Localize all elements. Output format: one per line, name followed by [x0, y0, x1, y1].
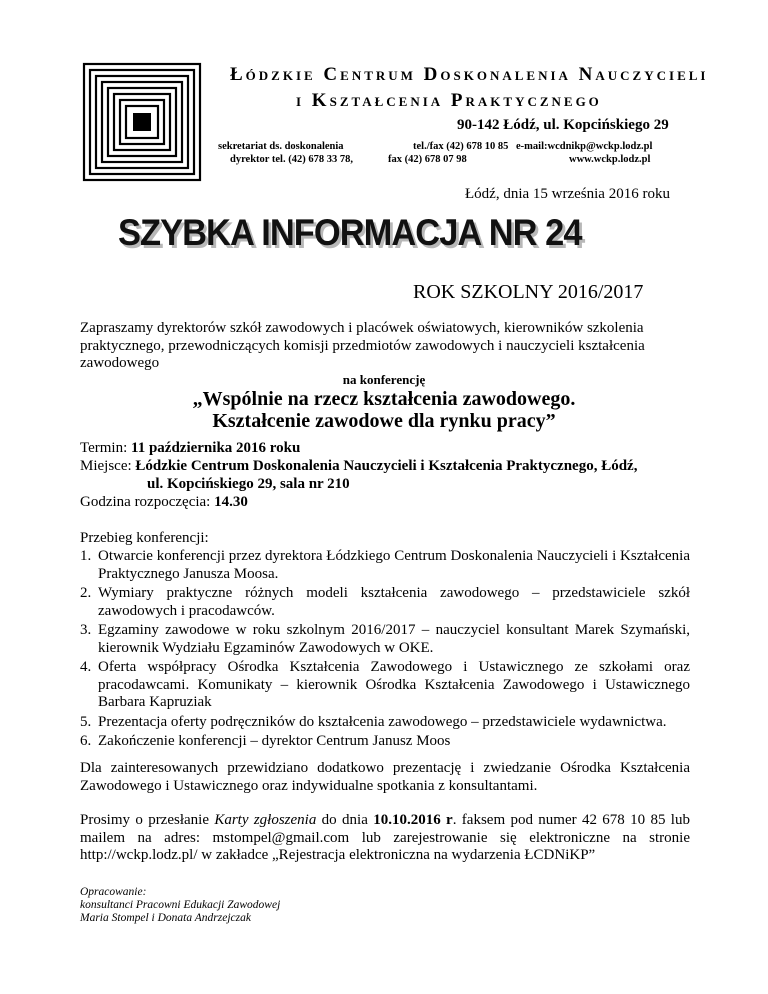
agenda-item-text: Oferta współpracy Ośrodka Kształcenia Zawodowego i Ustawicznego ze szkołami oraz pracodawcami. Komunikaty – kierownik Ośrodka Kształcenia Zawodowego i Ustawicznego Barbara Kapruziak [98, 659, 690, 710]
agenda-item [80, 659, 690, 712]
request-part1: Prosimy o przesłanie [80, 812, 215, 828]
conference-title-line1: „Wspólnie na rzecz kształcenia zawodowego. [192, 388, 576, 410]
term-label: Termin: [80, 440, 128, 456]
hour-value: 14.30 [214, 494, 248, 510]
request-paragraph [80, 812, 690, 865]
conference-title-line2: Kształcenie zawodowe dla rynku pracy” [212, 410, 556, 432]
place-row [80, 458, 690, 476]
agenda-heading: Przebieg konferencji: [80, 530, 209, 546]
conference-title [0, 388, 768, 432]
institution-name-line2: i Kształcenia Praktycznego [296, 90, 602, 111]
agenda-item-number: 5. [80, 713, 92, 730]
institution-address: 90-142 Łódź, ul. Kopcińskiego 29 [457, 117, 669, 133]
author-block [80, 886, 280, 925]
deadline: 10.10.2016 r [373, 812, 453, 828]
institution-name-line1: Łódzkie Centrum Doskonalenia Nauczycieli [230, 64, 709, 85]
agenda-item-number: 3. [80, 622, 92, 638]
place-value-line1: Łódzkie Centrum Doskonalenia Nauczycieli i Kształcenia Praktycznego, Łódź, [135, 458, 638, 474]
contact-email[interactable]: e-mail:wcdnikp@wckp.lodz.pl [516, 141, 653, 152]
agenda-item [80, 733, 690, 751]
request-part3: . faksem pod numer 42 678 10 85 lub mailem na adres: mstompel@gmail.com lub zarejestrowanie się elektroniczne na stronie http://wckp.lodz.pl/ w zakładce „Rejestracja elektroniczna na wydarzenia ŁCDNiKP” [80, 812, 690, 863]
place-row-2 [147, 476, 350, 494]
hour-row [80, 494, 690, 512]
agenda-item [80, 548, 690, 583]
agenda-item-text: Otwarcie konferencji przez dyrektora Łódzkiego Centrum Doskonalenia Nauczycieli i Kształcenia Praktycznego Janusza Moosa. [98, 548, 690, 582]
agenda-item-number: 6. [80, 733, 92, 749]
contact-dyrektor-tel: dyrektor tel. (42) 678 33 78, [230, 154, 353, 165]
contact-www[interactable]: www.wckp.lodz.pl [569, 154, 651, 165]
agenda-item [80, 622, 690, 657]
contact-fax: fax (42) 678 07 98 [388, 154, 467, 165]
agenda-item-text: Egzaminy zawodowe w roku szkolnym 2016/2017 – nauczyciel konsultant Marek Szymański, kierownik Wydziału Egzaminów Zawodowych w OKE. [98, 622, 690, 656]
agenda-item-number: 1. [80, 548, 92, 564]
term-row [80, 440, 690, 458]
hour-label: Godzina rozpoczęcia: [80, 494, 211, 510]
agenda-item-text: Zakończenie konferencji – dyrektor Centrum Janusz Moos [98, 733, 451, 749]
form-name: Karty zgłoszenia [214, 812, 317, 828]
extra-info-paragraph: Dla zainteresowanych przewidziano dodatkowo prezentację i zwiedzanie Ośrodka Kształcenia Zawodowego i Ustawicznego oraz indywidualne spotkania z konsultantami. [80, 760, 690, 794]
contact-sekretariat: sekretariat ds. doskonalenia [218, 141, 344, 152]
request-part2: do dnia [316, 812, 374, 828]
document-title: SZYBKA INFORMACJA NR 24 [118, 212, 582, 253]
term-value: 11 października 2016 roku [131, 440, 301, 456]
intro-paragraph: Zapraszamy dyrektorów szkół zawodowych i placówek oświatowych, kierowników szkolenia praktycznego, przewodniczących komisji przedmiotów zawodowych i nauczycieli kształcenia zawodowego [80, 320, 645, 371]
agenda-list [80, 548, 690, 753]
agenda-item-number: 2. [80, 585, 92, 601]
author-line1: konsultanci Pracowni Edukacji Zawodowej [80, 899, 281, 911]
date-place: Łódź, dnia 15 września 2016 roku [465, 186, 670, 202]
place-value-line2: ul. Kopcińskiego 29, sala nr 210 [147, 476, 350, 492]
place-label: Miejsce: [80, 458, 132, 474]
contact-tel-fax: tel./fax (42) 678 10 85 [413, 141, 509, 152]
agenda-item [80, 714, 690, 732]
agenda-item-text: Wymiary praktyczne różnych modeli kształcenia zawodowego – przedstawiciele szkół zawodowych i pracodawców. [98, 585, 690, 619]
agenda-item [80, 585, 690, 620]
school-year: ROK SZKOLNY 2016/2017 [413, 281, 644, 303]
author-line2: Maria Stompel i Donata Andrzejczak [80, 912, 251, 924]
agenda-item-number: 4. [80, 659, 92, 675]
agenda-item-text: Prezentacja oferty podręczników do kształcenia zawodowego – przedstawiciele wydawnictwa. [98, 713, 667, 730]
author-label: Opracowanie: [80, 886, 147, 898]
concentric-squares-logo [82, 62, 202, 182]
invite-line: na konferencję [342, 372, 426, 387]
